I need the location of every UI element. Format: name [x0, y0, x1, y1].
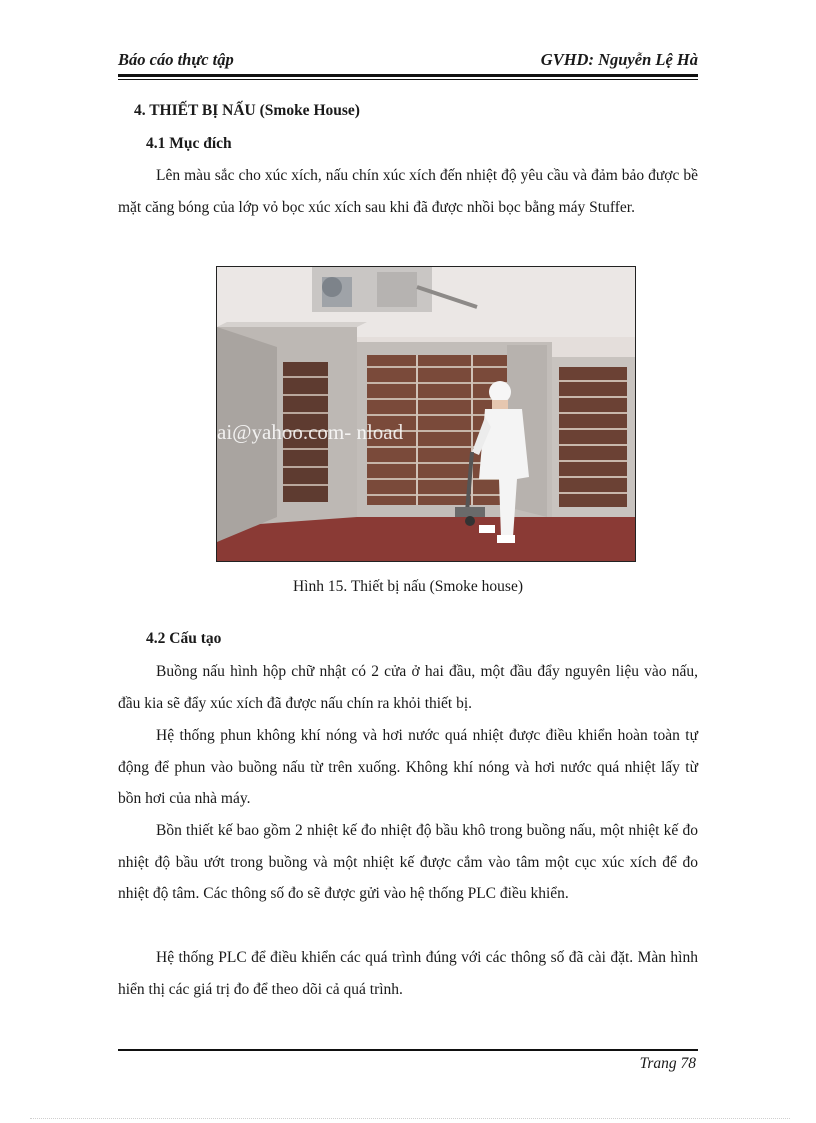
photo-watermark: ai@yahoo.com- nload: [217, 420, 404, 444]
paragraph-structure-1: Buồng nấu hình hộp chữ nhật có 2 cửa ở hai đầu, một đầu đẩy nguyên liệu vào nấu, đầu kia sẽ đẩy xúc xích đã được nấu chín ra khỏi thiết bị.: [118, 663, 698, 712]
page-header: [118, 50, 698, 74]
page-bottom-divider: [30, 1118, 790, 1120]
footer-rule: [118, 1049, 698, 1051]
paragraph-structure-4: Hệ thống PLC để điều khiển các quá trình đúng với các thông số đã cài đặt. Màn hình hiển thị các giá trị đo để theo dõi cả quá trình.: [118, 949, 698, 998]
paragraph-structure-3: Bồn thiết kế bao gồm 2 nhiệt kế đo nhiệt độ bầu khô trong buồng nấu, một nhiệt kế đo nhiệt độ bầu ướt trong buồng và một nhiệt kế được cắm vào tâm một cục xúc xích để đo nhiệt độ tâm. Các thông số đo sẽ được gửi vào hệ thống PLC điều khiển.: [118, 822, 698, 902]
header-supervisor: GVHD: Nguyễn Lệ Hà: [540, 50, 698, 69]
figure-smoke-house-photo: [216, 266, 636, 562]
header-rule: [118, 74, 698, 77]
figure-caption: Hình 15. Thiết bị nấu (Smoke house): [292, 578, 524, 595]
subsection-title-purpose: 4.1 Mục đích: [146, 135, 232, 152]
subsection-title-structure: 4.2 Cấu tạo: [146, 630, 222, 647]
header-report-title: Báo cáo thực tập: [118, 50, 234, 69]
section-title: 4. THIẾT BỊ NẤU (Smoke House): [134, 102, 360, 119]
paragraph-structure-2: Hệ thống phun không khí nóng và hơi nước quá nhiệt được điều khiển hoàn toàn tự động để phun vào buồng nấu từ trên xuống. Không khí nóng và hơi nước quá nhiệt lấy từ bồn hơi của nhà máy.: [118, 727, 698, 807]
header-rule-thin: [118, 79, 698, 80]
page-number: Trang 78: [639, 1055, 696, 1072]
paragraph-purpose: Lên màu sắc cho xúc xích, nấu chín xúc xích đến nhiệt độ yêu cầu và đảm bảo được bề mặt căng bóng của lớp vỏ bọc xúc xích sau khi đã được nhồi bọc bằng máy Stuffer.: [118, 167, 698, 216]
smoke-house-photo: [217, 267, 636, 562]
